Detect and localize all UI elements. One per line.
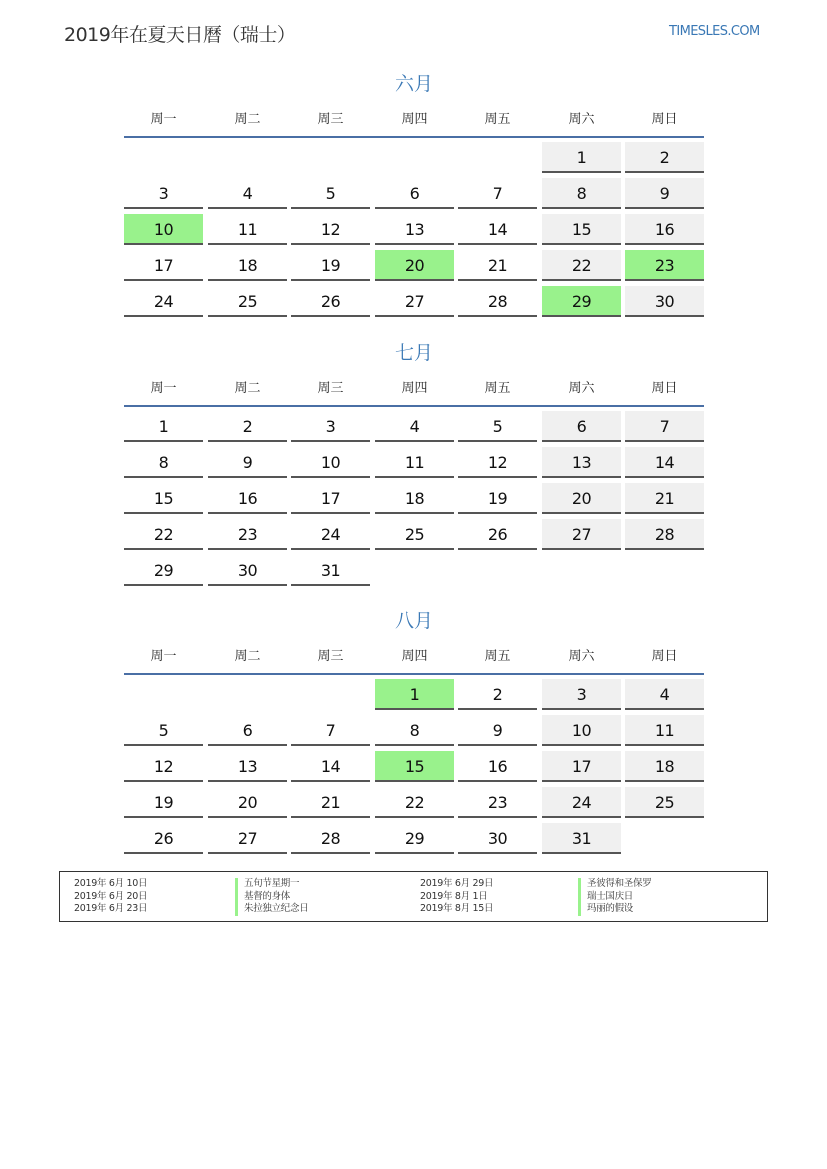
weekday-header xyxy=(124,367,704,407)
weekday-label: 周二 xyxy=(234,381,261,396)
day-cell: 27 xyxy=(542,519,621,550)
day-cell: 24 xyxy=(291,519,370,550)
day-cell: 30 xyxy=(625,286,704,317)
holiday-day-cell: 1 xyxy=(375,679,454,710)
day-cell: 8 xyxy=(542,178,621,209)
day-cell: 31 xyxy=(542,823,621,854)
weekday-label: 周一 xyxy=(150,112,177,127)
weekday-label: 周三 xyxy=(317,649,344,664)
day-cell: 27 xyxy=(375,286,454,317)
day-cell: 20 xyxy=(542,483,621,514)
legend-dates-right xyxy=(420,878,493,916)
legend-holiday-name: 圣彼得和圣保罗 xyxy=(578,878,651,891)
day-cell: 7 xyxy=(625,411,704,442)
day-cell: 9 xyxy=(208,447,287,478)
day-cell: 4 xyxy=(375,411,454,442)
day-cell: 25 xyxy=(208,286,287,317)
weekday-label: 周四 xyxy=(401,381,428,396)
day-cell: 16 xyxy=(458,751,537,782)
day-cell: 22 xyxy=(375,787,454,818)
day-cell: 17 xyxy=(291,483,370,514)
day-cell: 22 xyxy=(124,519,203,550)
holiday-day-cell: 29 xyxy=(542,286,621,317)
weekday-label: 周六 xyxy=(568,381,595,396)
day-cell: 5 xyxy=(458,411,537,442)
legend-date: 2019年 8月 1日 xyxy=(420,890,488,902)
weekday-label: 周四 xyxy=(401,649,428,664)
weekday-label: 周六 xyxy=(568,649,595,664)
month-june xyxy=(124,70,704,311)
day-cell: 29 xyxy=(124,555,203,586)
day-cell: 3 xyxy=(542,679,621,710)
day-cell: 8 xyxy=(375,715,454,746)
month-title: 八月 xyxy=(394,610,433,632)
site-link[interactable]: TIMESLES.COM xyxy=(669,24,760,39)
day-cell: 18 xyxy=(375,483,454,514)
day-cell: 17 xyxy=(542,751,621,782)
weekday-label: 周二 xyxy=(234,649,261,664)
weekday-label: 周四 xyxy=(401,112,428,127)
day-cell: 12 xyxy=(291,214,370,245)
day-cell: 7 xyxy=(291,715,370,746)
day-cell: 26 xyxy=(124,823,203,854)
day-cell: 1 xyxy=(124,411,203,442)
weekday-label: 周日 xyxy=(651,381,678,396)
day-cell: 9 xyxy=(625,178,704,209)
day-cell: 11 xyxy=(375,447,454,478)
day-cell: 11 xyxy=(625,715,704,746)
day-cell: 19 xyxy=(458,483,537,514)
weekday-label: 周日 xyxy=(651,112,678,127)
day-cell: 4 xyxy=(208,178,287,209)
day-cell: 25 xyxy=(625,787,704,818)
day-cell: 5 xyxy=(124,715,203,746)
weekday-label: 周五 xyxy=(484,112,511,127)
day-cell: 23 xyxy=(458,787,537,818)
page-title: 2019年在夏天日曆（瑞士） xyxy=(64,24,296,46)
legend-holiday-name: 五旬节星期一 xyxy=(235,878,308,891)
day-cell: 15 xyxy=(542,214,621,245)
legend-date: 2019年 8月 15日 xyxy=(420,903,494,914)
day-cell: 3 xyxy=(291,411,370,442)
day-cell: 2 xyxy=(208,411,287,442)
weekday-header xyxy=(124,635,704,675)
day-cell: 6 xyxy=(375,178,454,209)
day-cell: 21 xyxy=(458,250,537,281)
day-cell: 26 xyxy=(291,286,370,317)
day-cell: 11 xyxy=(208,214,287,245)
day-cell: 12 xyxy=(124,751,203,782)
day-cell: 13 xyxy=(542,447,621,478)
day-cell: 17 xyxy=(124,250,203,281)
weekday-label: 周六 xyxy=(568,112,595,127)
legend-holiday-name: 玛丽的假设 xyxy=(578,903,651,916)
holiday-legend xyxy=(59,871,768,922)
legend-names-right xyxy=(578,878,651,916)
day-cell: 9 xyxy=(458,715,537,746)
day-cell: 15 xyxy=(124,483,203,514)
day-cell: 19 xyxy=(291,250,370,281)
weekday-label: 周五 xyxy=(484,649,511,664)
day-cell: 14 xyxy=(458,214,537,245)
day-cell: 16 xyxy=(625,214,704,245)
day-cell: 25 xyxy=(375,519,454,550)
legend-dates-left xyxy=(74,878,147,916)
day-cell: 24 xyxy=(542,787,621,818)
day-cell: 6 xyxy=(542,411,621,442)
day-cell: 5 xyxy=(291,178,370,209)
day-cell: 10 xyxy=(291,447,370,478)
weekday-label: 周三 xyxy=(317,112,344,127)
day-cell: 22 xyxy=(542,250,621,281)
day-cell: 18 xyxy=(625,751,704,782)
legend-holiday-name: 朱拉独立纪念日 xyxy=(235,903,308,916)
holiday-day-cell: 10 xyxy=(124,214,203,245)
day-cell: 21 xyxy=(625,483,704,514)
weekday-header xyxy=(124,98,704,138)
day-cell: 7 xyxy=(458,178,537,209)
weekday-label: 周一 xyxy=(150,649,177,664)
day-cell: 8 xyxy=(124,447,203,478)
day-cell: 23 xyxy=(208,519,287,550)
weekday-label: 周一 xyxy=(150,381,177,396)
day-cell: 19 xyxy=(124,787,203,818)
weekday-label: 周二 xyxy=(234,112,261,127)
legend-holiday-name: 瑞士国庆日 xyxy=(578,891,651,904)
day-cell: 27 xyxy=(208,823,287,854)
day-cell: 14 xyxy=(291,751,370,782)
day-cell: 28 xyxy=(291,823,370,854)
month-title: 七月 xyxy=(394,342,433,364)
legend-date: 2019年 6月 23日 xyxy=(74,903,148,914)
weekday-label: 周三 xyxy=(317,381,344,396)
legend-names-left xyxy=(235,878,308,916)
holiday-day-cell: 20 xyxy=(375,250,454,281)
day-cell: 28 xyxy=(625,519,704,550)
legend-holiday-name: 基督的身体 xyxy=(235,891,308,904)
weekday-label: 周五 xyxy=(484,381,511,396)
day-cell: 30 xyxy=(208,555,287,586)
day-cell: 20 xyxy=(208,787,287,818)
weekday-label: 周日 xyxy=(651,649,678,664)
day-cell: 21 xyxy=(291,787,370,818)
day-cell: 4 xyxy=(625,679,704,710)
month-july xyxy=(124,339,704,580)
day-cell: 26 xyxy=(458,519,537,550)
day-cell: 13 xyxy=(208,751,287,782)
day-cell: 1 xyxy=(542,142,621,173)
day-cell: 24 xyxy=(124,286,203,317)
day-cell: 2 xyxy=(458,679,537,710)
day-cell: 3 xyxy=(124,178,203,209)
day-cell: 16 xyxy=(208,483,287,514)
day-cell: 30 xyxy=(458,823,537,854)
day-cell: 29 xyxy=(375,823,454,854)
day-cell: 2 xyxy=(625,142,704,173)
day-cell: 18 xyxy=(208,250,287,281)
holiday-day-cell: 15 xyxy=(375,751,454,782)
day-cell: 10 xyxy=(542,715,621,746)
day-cell: 6 xyxy=(208,715,287,746)
day-cell: 14 xyxy=(625,447,704,478)
legend-date: 2019年 6月 10日 xyxy=(74,878,148,889)
month-title: 六月 xyxy=(394,73,433,95)
day-cell: 12 xyxy=(458,447,537,478)
legend-date: 2019年 6月 29日 xyxy=(420,878,494,889)
legend-date: 2019年 6月 20日 xyxy=(74,890,148,902)
day-cell: 31 xyxy=(291,555,370,586)
holiday-day-cell: 23 xyxy=(625,250,704,281)
month-august xyxy=(124,607,704,848)
day-cell: 28 xyxy=(458,286,537,317)
day-cell: 13 xyxy=(375,214,454,245)
